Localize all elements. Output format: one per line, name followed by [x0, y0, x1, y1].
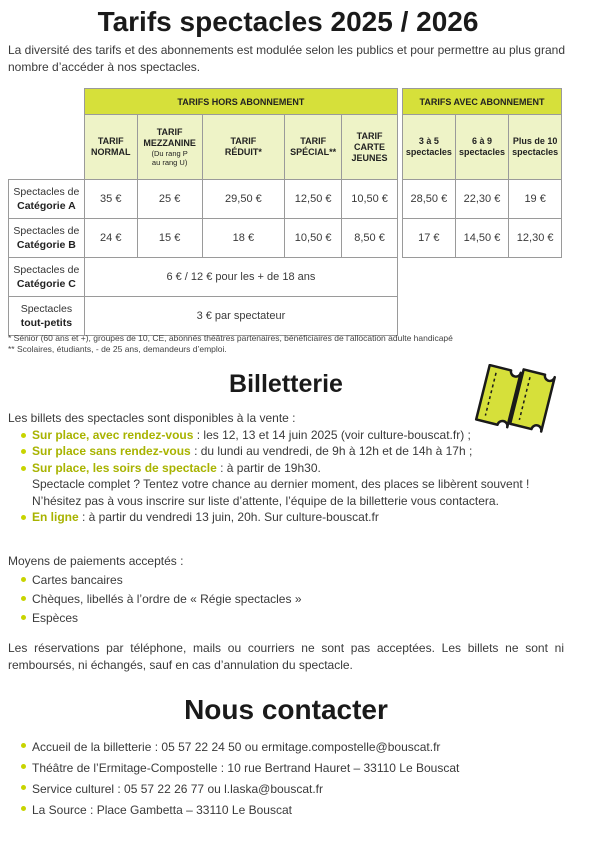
list-item: Sur place sans rendez-vous : du lundi au vendredi, de 9h à 12h et de 14h à 17h ; [8, 443, 568, 460]
intro-text: La diversité des tarifs et des abonnements est modulée selon les publics et pour permettre au plus grand nombre d’accéder à nos spectacles. [8, 43, 565, 74]
price-cell: 18 € [202, 219, 285, 258]
col-tarif-mezzanine: TARIF MEZZANINE (Du rang P au rang U) [137, 115, 202, 180]
list-item: En ligne : à partir du vendredi 13 juin, 20h. Sur culture-bouscat.fr [8, 509, 568, 526]
billetterie-section [8, 410, 568, 526]
table-row [403, 219, 562, 258]
price-cell: 24 € [84, 219, 137, 258]
section-title-billetterie: Billetterie [229, 370, 343, 398]
table-row [9, 180, 398, 219]
col-tarif-carte-jeunes: TARIF CARTE JEUNES [342, 115, 398, 180]
tarifs-avec-abonnement-table [402, 88, 562, 258]
table-row [9, 219, 398, 258]
row-header-categorie-c: Spectacles de Catégorie C [9, 258, 85, 297]
price-cell: 14,50 € [455, 219, 509, 258]
billetterie-intro: Les billets des spectacles sont disponibles à la vente : [8, 411, 296, 425]
tarifs-hors-abonnement-table [8, 88, 398, 336]
list-item-note: N’hésitez pas à vous inscrire sur liste d’attente, l’équipe de la billetterie vous contactera. [32, 493, 499, 508]
footnotes [8, 333, 453, 355]
price-cell: 17 € [403, 219, 456, 258]
table-row [9, 297, 398, 336]
table-row [403, 180, 562, 219]
list-item: La Source : Place Gambetta – 33110 Le Bouscat [8, 800, 568, 821]
list-item: Accueil de la billetterie : 05 57 22 24 50 ou ermitage.compostelle@bouscat.fr [8, 737, 568, 758]
list-item-note: Spectacle complet ? Tentez votre chance au dernier moment, des places se libèrent souvent ! [32, 477, 530, 491]
list-item: Espèces [8, 609, 568, 628]
list-item: Sur place, avec rendez-vous : les 12, 13 et 14 juin 2025 (voir culture-bouscat.fr) ; [8, 427, 568, 444]
price-cell-merged: 6 € / 12 € pour les + de 18 ans [84, 258, 397, 297]
price-cell: 28,50 € [403, 180, 456, 219]
price-cell: 12,30 € [509, 219, 562, 258]
list-item: Théâtre de l’Ermitage-Compostelle : 10 rue Bertrand Hauret – 33110 Le Bouscat [8, 758, 568, 779]
paiement-intro: Moyens de paiements acceptés : [8, 554, 184, 568]
paiement-section [8, 552, 568, 628]
price-cell-merged: 3 € par spectateur [84, 297, 397, 336]
band-hors-abonnement: TARIFS HORS ABONNEMENT [84, 89, 397, 115]
reservations-text: Les réservations par téléphone, mails ou courriers ne sont pas acceptées. Les billets ne sont ni remboursés, ni échangés, sauf en cas d’annulation du spectacle. [8, 641, 564, 672]
list-item: Service culturel : 05 57 22 26 77 ou l.laska@bouscat.fr [8, 779, 568, 800]
row-header-categorie-b: Spectacles de Catégorie B [9, 219, 85, 258]
footnote-senior: * Sénior (60 ans et +), groupes de 10, CE, abonnés théâtres partenaires, bénéficiaires de l’allocation adulte handicapé [8, 333, 453, 343]
footnote-scolaires: ** Scolaires, étudiants, - de 25 ans, demandeurs d’emploi. [8, 344, 227, 354]
contact-section [8, 737, 568, 821]
col-tarif-special: TARIF SPÉCIAL** [285, 115, 342, 180]
price-cell: 8,50 € [342, 219, 398, 258]
price-cell: 22,30 € [455, 180, 509, 219]
row-header-categorie-a: Spectacles de Catégorie A [9, 180, 85, 219]
col-tarif-reduit: TARIF RÉDUIT* [202, 115, 285, 180]
price-cell: 15 € [137, 219, 202, 258]
list-item: Chèques, libellés à l’ordre de « Régie spectacles » [8, 590, 568, 609]
section-title-contact: Nous contacter [184, 694, 388, 725]
price-cell: 25 € [137, 180, 202, 219]
list-item: Cartes bancaires [8, 571, 568, 590]
col-6-a-9-spectacles: 6 à 9 spectacles [455, 115, 509, 180]
col-tarif-normal: TARIF NORMAL [84, 115, 137, 180]
table-row [9, 258, 398, 297]
price-cell: 10,50 € [342, 180, 398, 219]
row-header-tout-petits: Spectacles tout-petits [9, 297, 85, 336]
price-cell: 19 € [509, 180, 562, 219]
price-cell: 10,50 € [285, 219, 342, 258]
col-plus-de-10-spectacles: Plus de 10 spectacles [509, 115, 562, 180]
page-title: Tarifs spectacles 2025 / 2026 [97, 6, 479, 37]
price-cell: 29,50 € [202, 180, 285, 219]
price-cell: 35 € [84, 180, 137, 219]
price-cell: 12,50 € [285, 180, 342, 219]
list-item: Sur place, les soirs de spectacle : à partir de 19h30. Spectacle complet ? Tentez votre chance au dernier moment, des places se libèrent souvent ! N’hésitez pas à vous inscrire sur liste d’attente, l’équipe de la billetterie vous contactera. [8, 460, 568, 510]
band-avec-abonnement: TARIFS AVEC ABONNEMENT [403, 89, 562, 115]
col-3-a-5-spectacles: 3 à 5 spectacles [403, 115, 456, 180]
